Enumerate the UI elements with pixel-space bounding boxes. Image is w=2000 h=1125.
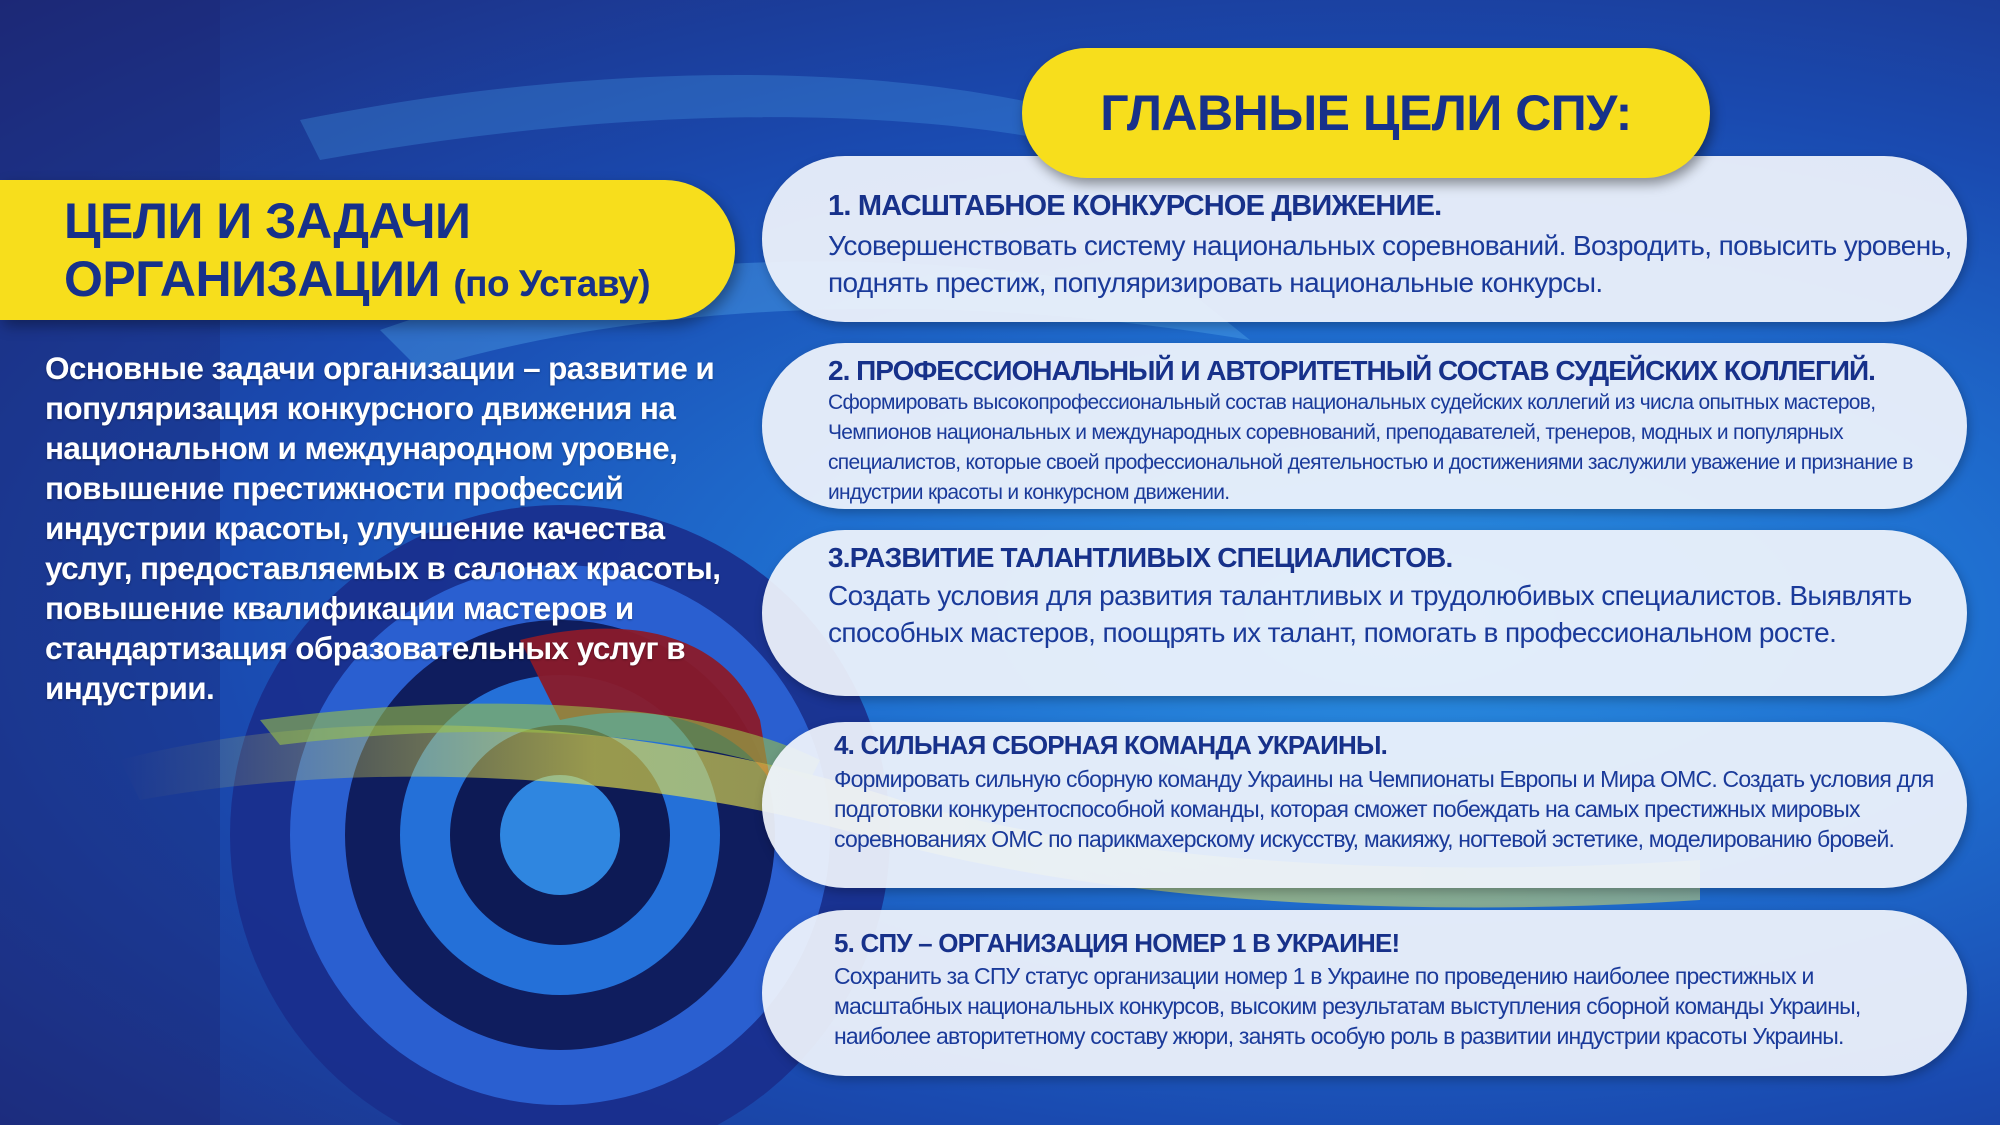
goal-card-2 [762,343,1967,509]
goal-title: 2. ПРОФЕССИОНАЛЬНЫЙ И АВТОРИТЕТНЫЙ СОСТАВ СУДЕЙСКИХ КОЛЛЕГИЙ. [828,355,1875,386]
left-title [64,192,650,313]
goals-header-banner [1022,48,1710,178]
goal-text: Формировать сильную сборную команду Украины на Чемпионаты Европы и Мира ОМС. Создать условия для подготовки конкурентоспособной команды, которая сможет побеждать на самых престижных мировых соревнованиях ОМС по парикмахерскому искусству, макияжу, ногтевой эстетике, моделированию бровей. [834,766,1934,852]
goal-card-3 [762,530,1967,696]
goal-card-5 [762,910,1967,1076]
left-title-note: (по Уставу) [453,263,651,304]
goal-title: 5. СПУ – ОРГАНИЗАЦИЯ НОМЕР 1 В УКРАИНЕ! [834,928,1400,958]
goal-title: 4. СИЛЬНАЯ СБОРНАЯ КОМАНДА УКРАИНЫ. [834,730,1388,760]
goal-card-1 [762,156,1967,322]
goal-text: Усовершенствовать систему национальных соревнований. Возродить, повысить уровень, поднять престиж, популяризировать национальные конкурсы. [828,230,1952,298]
goal-text: Создать условия для развития талантливых и трудолюбивых специалистов. Выявлять способных мастеров, поощрять их талант, помогать в профессиональном росте. [828,580,1912,648]
goals-header-title: ГЛАВНЫЕ ЦЕЛИ СПУ: [1100,85,1632,141]
left-title-banner [0,180,735,320]
goal-title: 3.РАЗВИТИЕ ТАЛАНТЛИВЫХ СПЕЦИАЛИСТОВ. [828,542,1453,573]
left-description [45,348,750,708]
goal-text: Сохранить за СПУ статус организации номер 1 в Украине по проведению наиболее престижных и масштабных национальных конкурсов, высоким результатам выступления сборной команды Украины, наиболее авторитетному составу жюри, занять особую роль в развитии индустрии красоты Украины. [834,963,1861,1049]
left-title-line1: ЦЕЛИ И ЗАДАЧИ [64,193,471,249]
target-center [500,775,620,895]
swoosh-light-2 [300,75,1100,160]
left-description-body: развитие и популяризация конкурсного движения на национальном и международном уровне, повышение престижности профессий индустрии красоты, улучшение качества услуг, предоставляемых в салонах красоты, повышение квалификации мастеров и стандартизация образовательных услуг в индустрии. [45,350,721,706]
left-title-line2: ОРГАНИЗАЦИИ [64,251,440,307]
goal-title: 1. МАСШТАБНОЕ КОНКУРСНОЕ ДВИЖЕНИЕ. [828,190,1442,222]
goal-card-4 [762,722,1967,888]
left-description-lead: Основные задачи организации – [45,350,540,386]
goal-text: Сформировать высокопрофессиональный состав национальных судейских коллегий из числа опытных мастеров, Чемпионов национальных и международных соревнований, преподавателей, тренеров, модных и популярных специалистов, которые своей профессиональной деятельностью и достижениями заслужили уважение и признание в индустрии красоты и конкурсном движении. [828,391,1913,504]
